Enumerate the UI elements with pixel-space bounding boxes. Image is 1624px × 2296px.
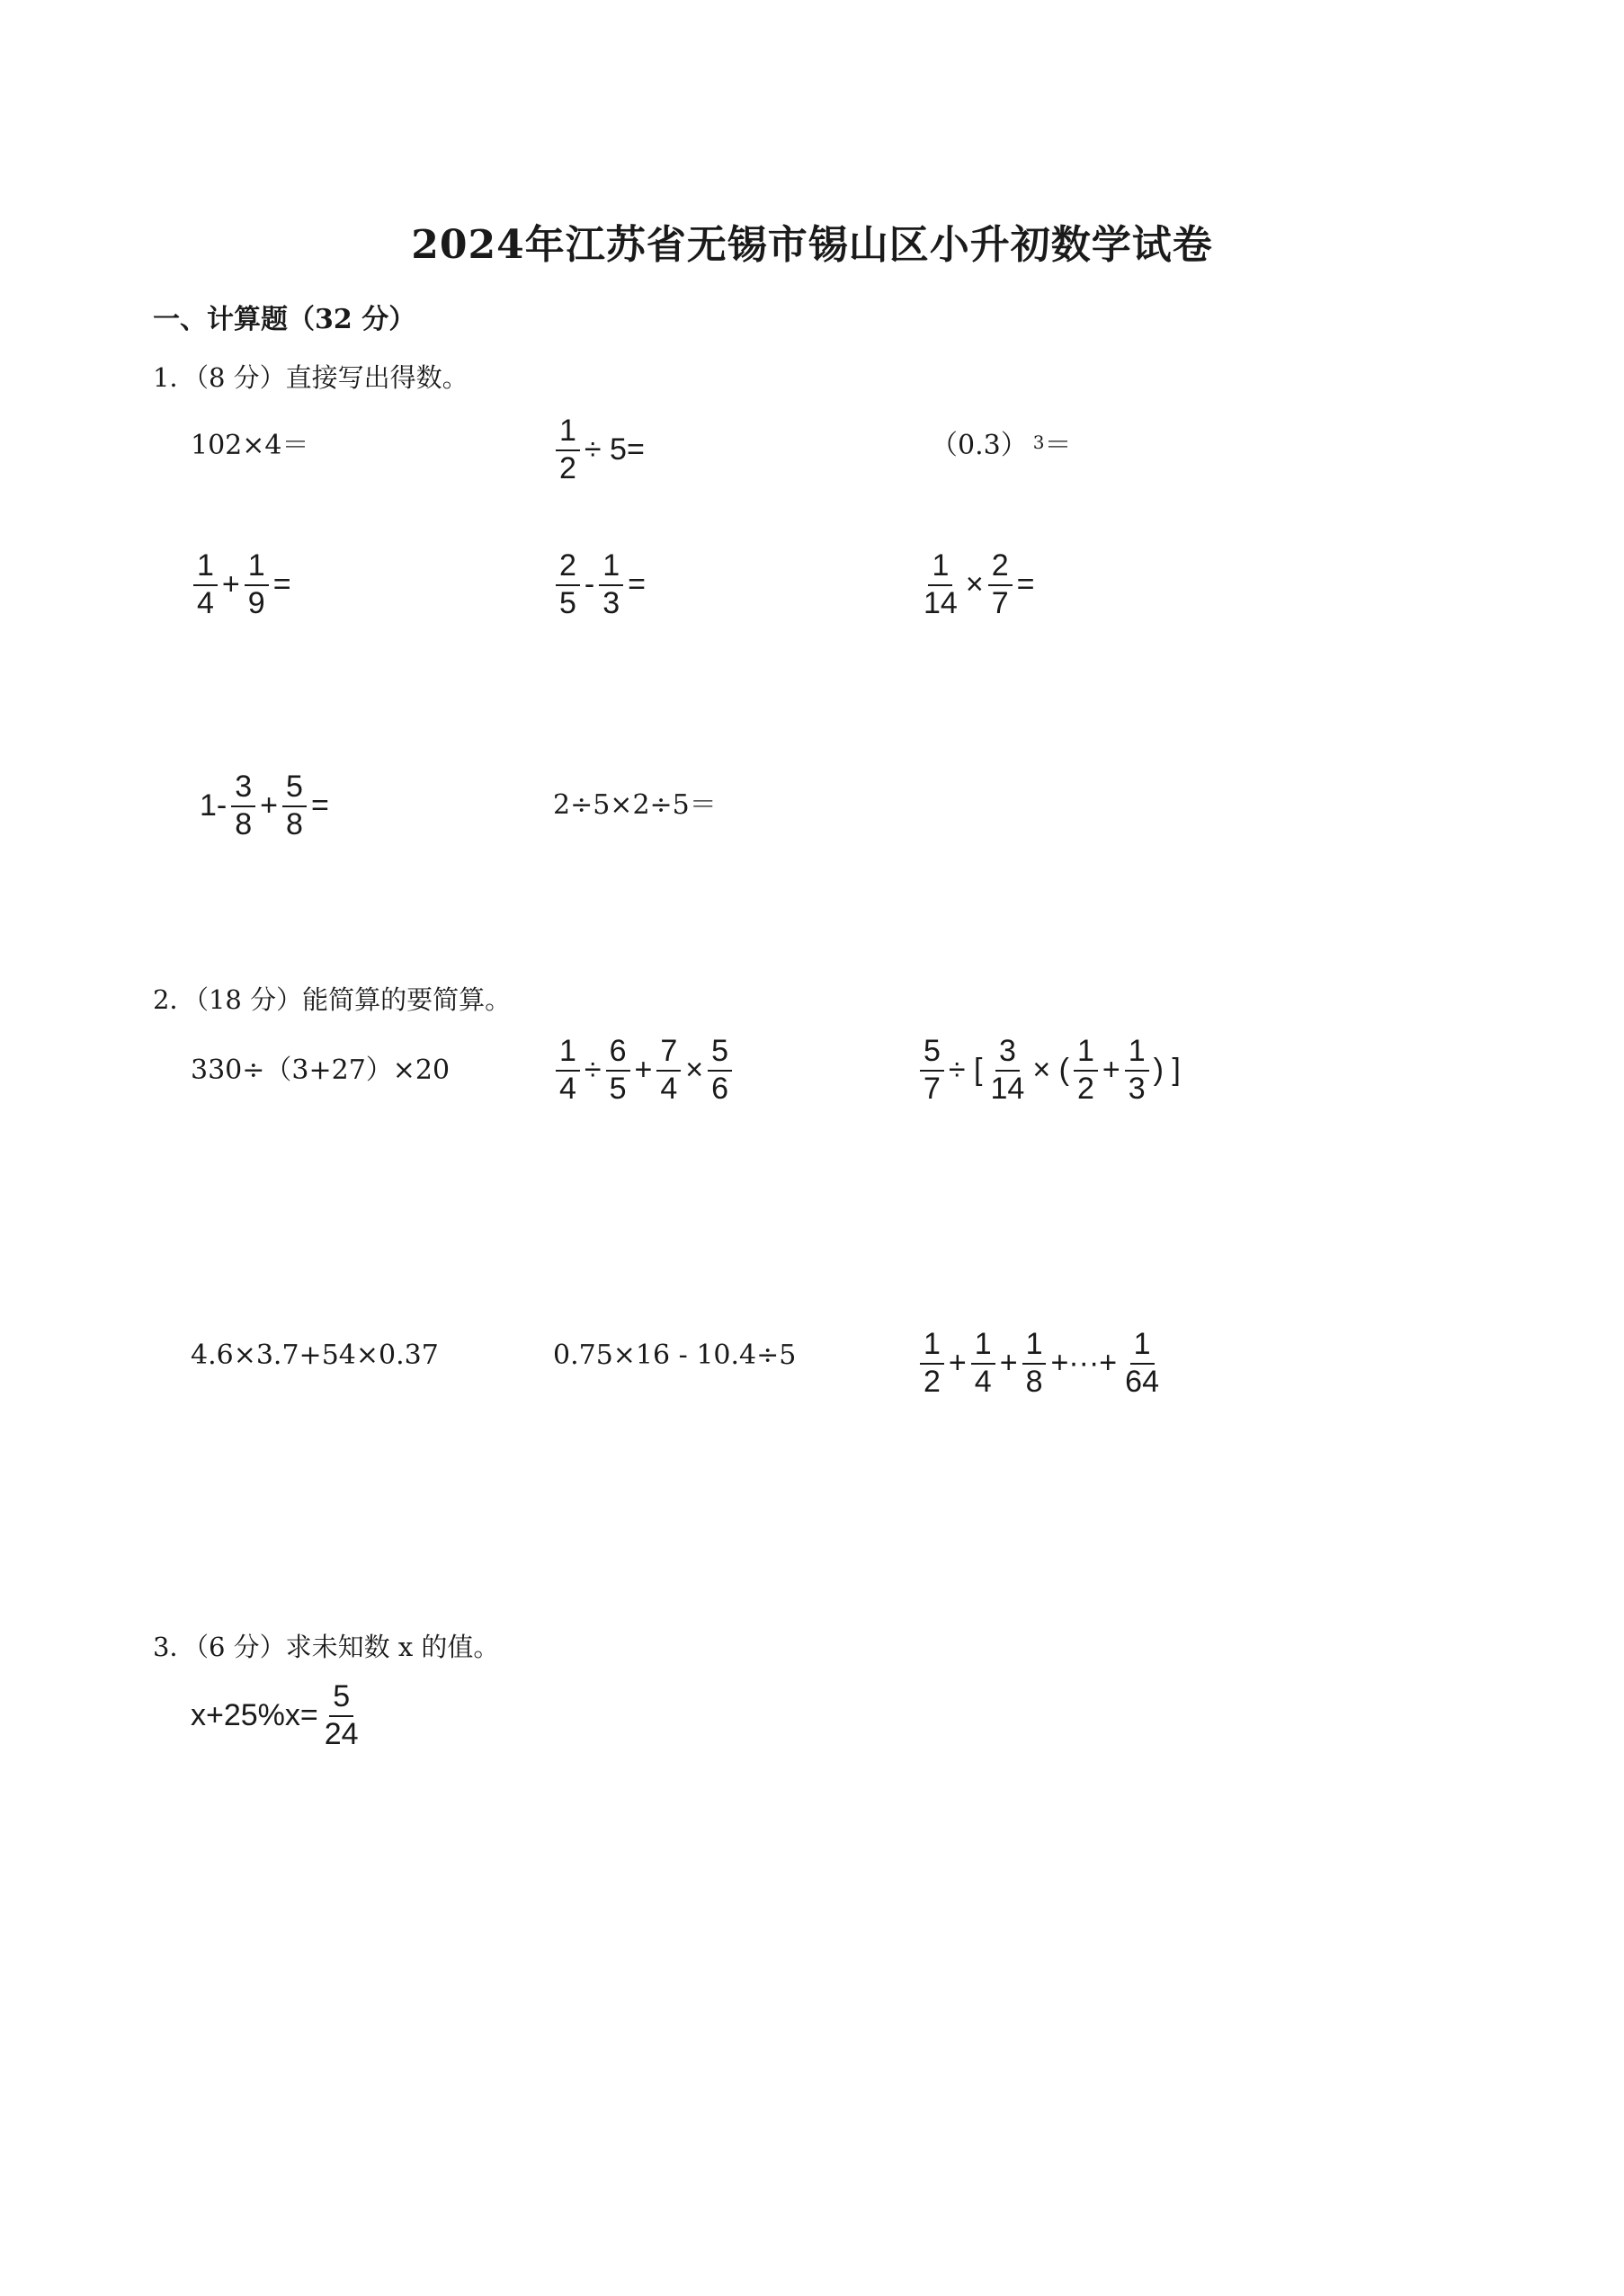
q2-expression-4: 4.6×3.7+54×0.37 bbox=[191, 1339, 439, 1371]
fraction: $\frac{5}{6}$ bbox=[708, 1036, 732, 1105]
fraction: $\frac{2}{7}$ bbox=[988, 550, 1013, 619]
fraction: $\frac{5}{8}$ bbox=[282, 771, 307, 841]
fraction: $\frac{1}{9}$ bbox=[245, 550, 269, 619]
fraction: $\frac{2}{5}$ bbox=[556, 550, 580, 619]
q1-expression-5: $\frac{2}{5}$ - $\frac{1}{3}$ = bbox=[553, 550, 647, 619]
q1-e1-text: 102×4＝ bbox=[191, 430, 309, 461]
q1-expression-2: $\frac{1}{2}$ ÷ 5= bbox=[553, 415, 647, 485]
fraction: $\frac{1}{8}$ bbox=[1022, 1329, 1047, 1398]
fraction: $\frac{3}{14}$ bbox=[990, 1034, 1025, 1106]
section-heading-calculation: 一、计算题（32 分） bbox=[153, 304, 416, 335]
question-2-heading: 2．（18 分）能简算的要简算。 bbox=[153, 984, 512, 1015]
fraction: $\frac{3}{8}$ bbox=[231, 771, 255, 841]
q1-expression-1 bbox=[191, 423, 308, 462]
fraction: $\frac{1}{3}$ bbox=[599, 550, 623, 619]
q1-expression-6: $\frac{1}{14}$ × $\frac{2}{7}$ = bbox=[917, 550, 1036, 619]
q2-expression-1: 330÷（3+27）×20 bbox=[191, 1055, 451, 1086]
q3-expression-1: x+25%x= $\frac{5}{24}$ bbox=[191, 1681, 365, 1750]
fraction: $\frac{1}{2}$ bbox=[920, 1329, 944, 1398]
fraction: $\frac{1}{4}$ bbox=[556, 1036, 580, 1105]
fraction: $\frac{6}{5}$ bbox=[606, 1036, 630, 1105]
fraction: $\frac{1}{2}$ bbox=[556, 415, 580, 485]
fraction: $\frac{1}{4}$ bbox=[193, 550, 218, 619]
q2-expression-2: $\frac{1}{4}$ ÷ $\frac{6}{5}$ + $\frac{7}{4}$ × $\frac{5}{6}$ bbox=[553, 1036, 735, 1105]
fraction: $\frac{1}{4}$ bbox=[971, 1329, 995, 1398]
fraction: $\frac{7}{4}$ bbox=[656, 1036, 681, 1105]
question-1-heading: 1．（8 分）直接写出得数。 bbox=[153, 362, 468, 393]
question-3-heading: 3．（6 分）求未知数 x 的值。 bbox=[153, 1632, 500, 1662]
q1-expression-8: 2÷5×2÷5＝ bbox=[553, 789, 717, 821]
q2-expression-6: $\frac{1}{2}$ + $\frac{1}{4}$ + $\frac{1}{8}$ +···+ $\frac{1}{64}$ bbox=[917, 1329, 1165, 1398]
fraction: $\frac{5}{24}$ bbox=[324, 1679, 359, 1751]
q1-expression-4: $\frac{1}{4}$ + $\frac{1}{9}$ = bbox=[191, 550, 293, 619]
fraction: $\frac{1}{3}$ bbox=[1125, 1036, 1149, 1105]
q1-expression-7: 1- $\frac{3}{8}$ + $\frac{5}{8}$ = bbox=[200, 770, 329, 841]
page-title: 2024年江苏省无锡市锡山区小升初数学试卷 bbox=[411, 222, 1213, 268]
q2-expression-3: $\frac{5}{7}$ ÷ [ $\frac{3}{14}$ × ( $\frac{1}{2}$ + $\frac{1}{3}$ ) ] bbox=[917, 1036, 1182, 1105]
q1-expression-3: （0.3） 3 ＝ bbox=[931, 430, 1072, 461]
fraction: $\frac{1}{64}$ bbox=[1125, 1327, 1159, 1399]
q2-expression-5: 0.75×16 - 10.4÷5 bbox=[553, 1339, 797, 1371]
fraction: $\frac{1}{14}$ bbox=[924, 548, 958, 620]
fraction: $\frac{1}{2}$ bbox=[1074, 1036, 1098, 1105]
fraction: $\frac{5}{7}$ bbox=[920, 1036, 944, 1105]
